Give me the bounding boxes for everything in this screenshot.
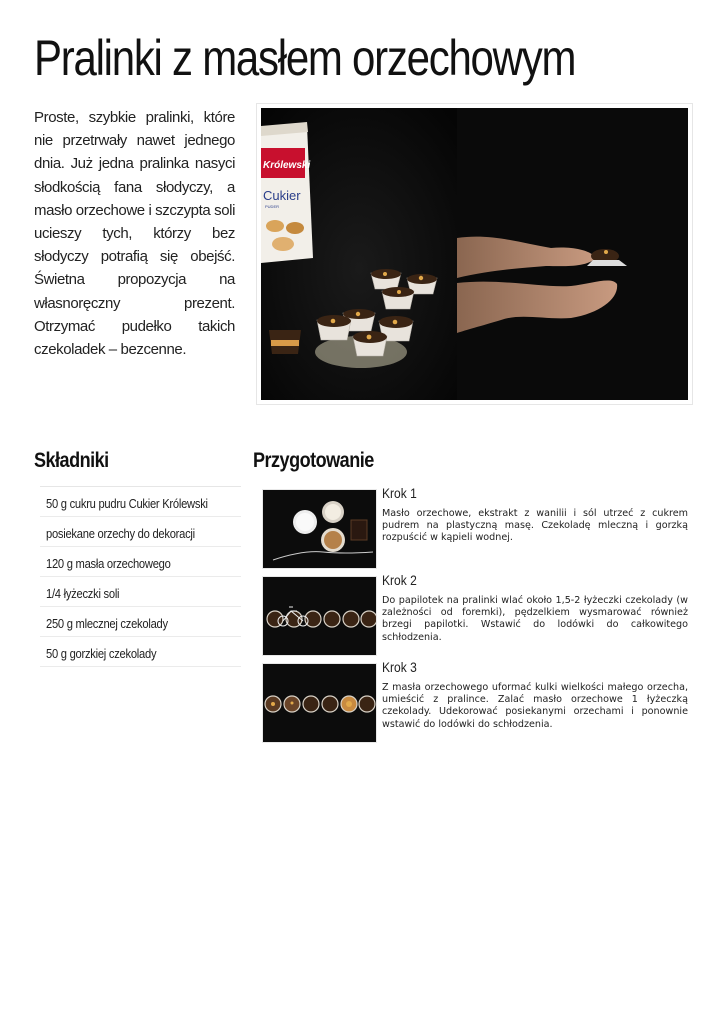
step-3-photo-illustration (263, 664, 376, 742)
hero-photo-illustration (261, 108, 688, 400)
sugar-package (261, 122, 313, 263)
step-1-text: Masło orzechowe, ekstrakt z wanilii i sól utrzeć z cukrem pudrem na plastyczną masę. Czekoladę mleczną i gorzką rozpuścić w kąpieli wodnej. (382, 508, 688, 544)
package-product: Cukier (263, 188, 301, 203)
step-3-text: Z masła orzechowego uformać kulki wielkości małego orzecha, umieścić z pralince. Zalać masło orzechowe 1 łyżeczką czekolady. Udekorować posiekanymi orzechami i ponownie wstawić do lodówki do schłodzenia. (382, 682, 688, 730)
step-3-photo (262, 663, 377, 743)
step-2-text: Do papilotek na pralinki wlać około 1,5-2 łyżeczki czekolady (w zależności od foremki), pędzelkiem wysmarować również brzegi papilotki. Wstawić do lodówki do całkowitego schłodzenia. (382, 595, 688, 643)
ingredient-item: 250 g mlecznej czekolady (40, 607, 241, 637)
ingredient-item: 50 g gorzkiej czekolady (40, 637, 241, 667)
step-3-label: Krok 3 (382, 659, 417, 675)
intro-paragraph: Proste, szybkie pralinki, które nie przetrwały nawet jednego dnia. Już jedna pralinka nasyci słodkością fana słodyczy, a masło orzechowe i szczypta soli ucieszy tych, którzy bez słodyczy potrafią się obejść. Świetna propozycja na własnoręczny prezent. Otrzymać pudełko takich czekoladek – bezcenne. (34, 109, 236, 359)
step-2-photo (262, 576, 377, 656)
package-brand: Królewski (263, 160, 311, 171)
page-title: Pralinki z masłem orzechowym (34, 30, 576, 86)
ingredients-list (40, 486, 241, 667)
step-1-photo-illustration (263, 490, 376, 568)
step-1-label: Krok 1 (382, 485, 417, 501)
ingredient-item: 1/4 łyżeczki soli (40, 577, 241, 607)
package-variant: PUDER (265, 204, 280, 209)
preparation-heading: Przygotowanie (253, 449, 374, 472)
ingredients-heading: Składniki (34, 449, 109, 472)
ingredient-item: 120 g masła orzechowego (40, 547, 241, 577)
step-1-photo (262, 489, 377, 569)
step-2-label: Krok 2 (382, 572, 417, 588)
step-2-photo-illustration (263, 577, 376, 655)
ingredient-item: posiekane orzechy do dekoracji (40, 517, 241, 547)
ingredient-item: 50 g cukru pudru Cukier Królewski (40, 487, 241, 517)
hero-photo (256, 103, 693, 405)
